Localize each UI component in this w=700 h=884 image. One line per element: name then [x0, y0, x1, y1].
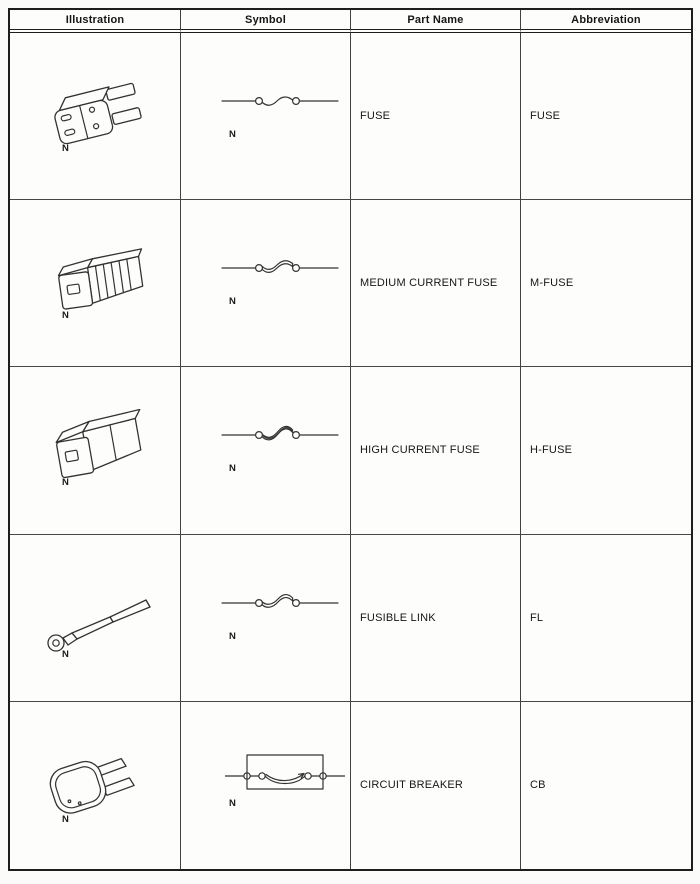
illustration-note-label: N [62, 813, 69, 825]
parts-legend-table [8, 8, 693, 871]
header-part-name: Part Name [351, 10, 521, 33]
illustration-cell [10, 702, 181, 869]
fusible-link-illustration [38, 583, 162, 661]
part-name-cell: MEDIUM CURRENT FUSE [351, 200, 521, 367]
part-name-cell: HIGH CURRENT FUSE [351, 367, 521, 534]
symbol-cell [181, 367, 351, 534]
symbol-cell [181, 33, 351, 200]
h-fuse-symbol [221, 422, 339, 448]
medium-current-fuse-illustration [38, 244, 162, 322]
part-name-cell: CIRCUIT BREAKER [351, 702, 521, 869]
high-current-fuse-illustration [38, 409, 162, 487]
fuse-symbol [221, 88, 339, 114]
abbreviation-cell: CB [530, 779, 546, 792]
abbreviation-cell: FL [521, 535, 691, 702]
illustration-cell [10, 33, 181, 200]
symbol-note-label: N [229, 797, 236, 809]
illustration-cell [10, 367, 181, 534]
illustration-note-label: N [62, 310, 69, 322]
symbol-note-label: N [229, 630, 236, 642]
symbol-cell [181, 702, 351, 869]
symbol-note-label: N [229, 129, 236, 140]
cb-symbol [225, 750, 345, 796]
illustration-cell [10, 200, 181, 367]
symbol-note-label: N [229, 296, 236, 308]
illustration-note-label: N [62, 648, 69, 660]
abbreviation-cell: M-FUSE [521, 200, 691, 367]
header-illustration: Illustration [10, 10, 181, 33]
symbol-cell [181, 535, 351, 702]
symbol-note-label: N [229, 463, 236, 475]
circuit-breaker-illustration [38, 746, 162, 824]
blade-fuse-illustration [38, 77, 162, 155]
illustration-note-label: N [62, 477, 69, 489]
part-name-cell: FUSE [351, 33, 521, 200]
symbol-cell [181, 200, 351, 367]
illustration-cell [10, 535, 181, 702]
part-name-cell: FUSIBLE LINK [351, 535, 521, 702]
m-fuse-symbol [221, 255, 339, 281]
abbreviation-cell: H-FUSE [521, 367, 691, 534]
abbreviation-cell: FUSE [521, 33, 691, 200]
header-abbreviation: Abbreviation [521, 10, 691, 33]
header-symbol: Symbol [181, 10, 351, 33]
illustration-note-label: N [62, 143, 69, 154]
fl-symbol [221, 590, 339, 616]
